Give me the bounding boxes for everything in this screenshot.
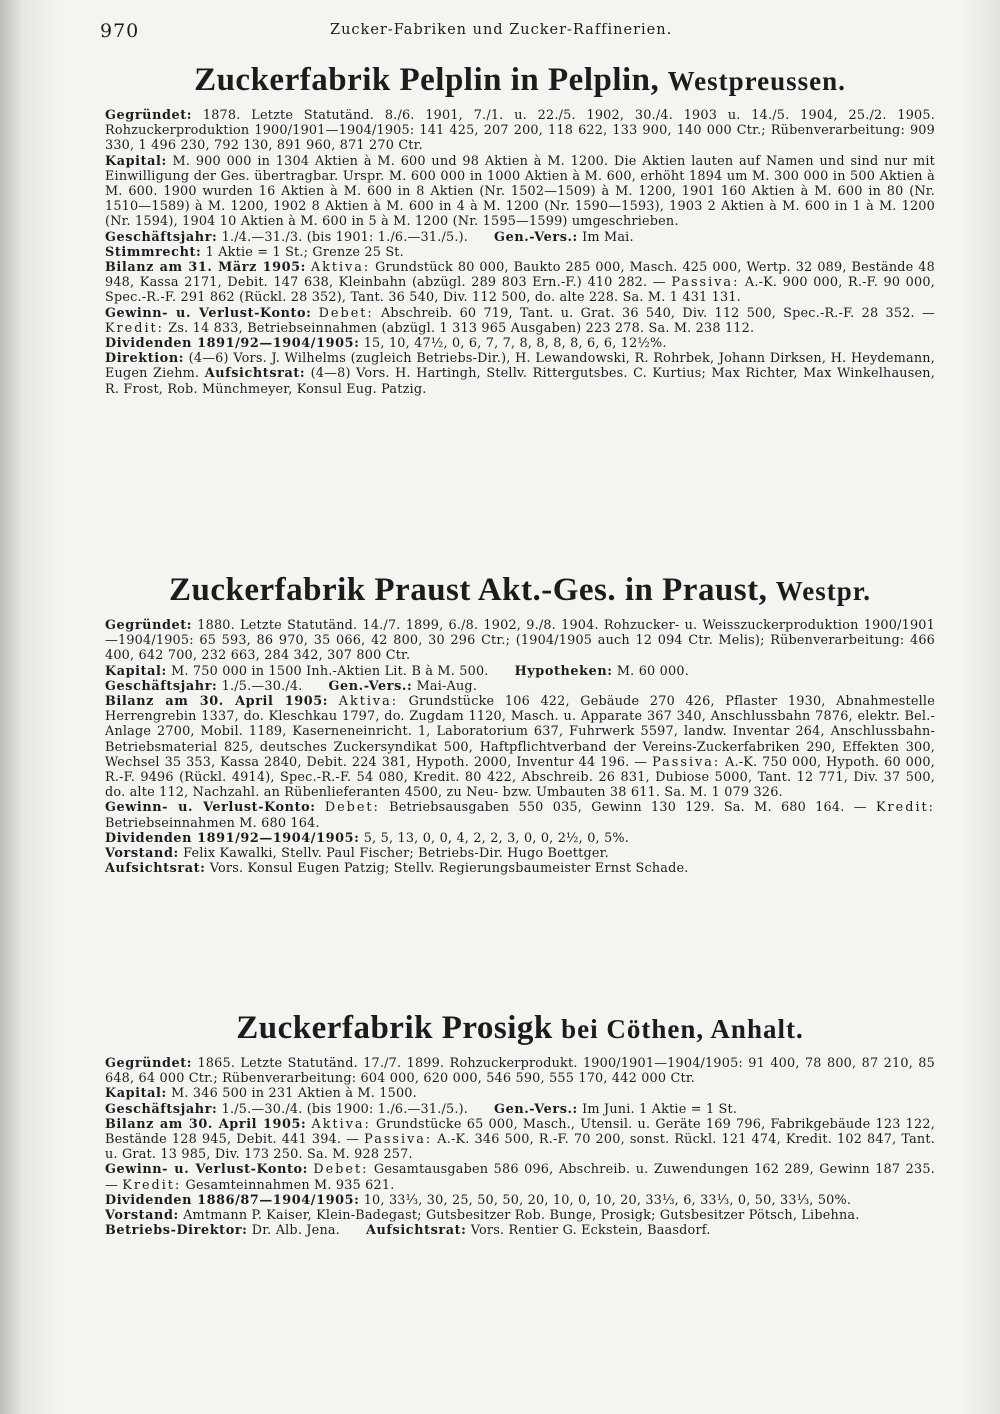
label: Gewinn- u. Verlust-Konto: xyxy=(105,800,316,816)
field-bilanz: Bilanz am 30. April 1905: Aktiva: Grundstücke 106 422, Gebäude 270 426, Pflaster 1930, Abnahmestelle Herrengrebin 1337, do. Kleschkau 1797, do. Zugdam 1120, Masch. u. Apparate 367 340, Anschlussbahn 7876, elektr. Bel.-Anlage 2700, Mobil. 1189, Kaserneneinricht. 1, Laboratorium 637, Fuhrwerk 5597, landw. Inventar 264, Anschlussbahn-Betriebsmaterial 825, deutsches Zuckersyndikat 500, Haftpflichtverband der Vereins-Zuckerfabriken 290, Effekten 300, Wechsel 35 353, Kassa 2840, Debit. 224 381, Hypoth. 2000, Inventur 44 196. — Passiva: A.-K. 750 000, Hypoth. 60 000, R.-F. 9496 (Rückl. 4914), Spec.-R.-F. 54 080, Kredit. 80 422, Abschreib. 26 831, Dubiose 5000, Tant. 12 771, Div. 37 500, do. alte 112, Nachzahl. an Rübenlieferanten 4500, zu Neu- bzw. Umbauten 38 611. Sa. M. 1 079 326. xyxy=(105,694,936,801)
field-kapital xyxy=(105,1086,935,1101)
value: 1880. Letzte Statutänd. 14./7. 1899, 6./8. 1902, 9./8. 1904. Rohzucker- u. Weisszuckerproduktion 1900/1901—1904/1905: 65 593, 86 970, 35 066, 42 800, 30 296 Ctr.; (1904/1905 auch 12 094 Ctr. Melis); Rübenverarbeitung: 466 400, 642 700, 232 663, 284 342, 307 800 Ctr. xyxy=(105,618,935,664)
field-aufsichtsrat xyxy=(105,861,935,876)
value: 1./5.—30./4. xyxy=(221,678,303,694)
label: Aufsichtsrat: xyxy=(204,366,306,382)
field-bilanz: Bilanz am 30. April 1905: Aktiva: Grundstücke 65 000, Masch., Utensil. u. Geräte 169 796, Fabrikgebäude 123 122, Bestände 128 945, Debit. 441 394. — Passiva: A.-K. 346 500, R.-F. 70 200, sonst. Rückl. 121 474, Kredit. 102 847, Tant. u. Grat. 13 985, Div. 173 250. Sa. M. 928 257. xyxy=(105,1116,935,1163)
aktiva-label: Aktiva: xyxy=(311,1116,371,1132)
label: Gewinn- u. Verlust-Konto: xyxy=(105,305,312,321)
aktiva-label: Aktiva: xyxy=(338,694,399,710)
label: Aufsichtsrat: xyxy=(366,1223,467,1239)
value: 1 Aktie = 1 St.; Grenze 25 St. xyxy=(205,244,404,260)
field-dividenden xyxy=(105,831,935,846)
value: 1./4.—31./3. (bis 1901: 1./6.—31./5.). xyxy=(221,229,469,245)
value: Vors. Konsul Eugen Patzig; Stellv. Regierungsbaumeister Ernst Schade. xyxy=(209,861,689,877)
field-gegruendet xyxy=(105,108,935,154)
entry-pelplin xyxy=(105,58,935,397)
value: 15, 10, 47½, 0, 6, 7, 7, 8, 8, 8, 8, 6, 6, 12½%. xyxy=(363,336,667,352)
aktiva: Grundstücke 106 422, Gebäude 270 426, Pflaster 1930, Abnahmestelle Herrengrebin 1337, do. Kleschkau 1797, do. Zugdam 1120, Masch. u. Apparate 367 340, Anschlussbahn 7876, elektr. Bel.-Anlage 2700, Mobil. 1189, Kaserneneinricht. 1, Laboratorium 637, Fuhrwerk 5597, landw. Inventar 264, Anschlussbahn-Betriebsmaterial 825, deutsches Zuckersyndikat 500, Haftpflichtverband der Vereins-Zuckerfabriken 290, Effekten 300, Wechsel 35 353, Kassa 2840, Debit. 224 381, Hypoth. 2000, Inventur 44 196. xyxy=(105,694,936,770)
passiva: A.-K. 900 000, R.-F. 90 000, Spec.-R.-F. 291 862 (Rückl. 28 352), Tant. 36 540, Div. 112 500, do. alte 228. Sa. M. 1 431 131. xyxy=(105,275,935,306)
value: Dr. Alb. Jena. xyxy=(251,1223,340,1239)
passiva: A.-K. 750 000, Hypoth. 60 000, R.-F. 9496 (Rückl. 4914), Spec.-R.-F. 54 080, Kredit. 80 422, Abschreib. 26 831, Dubiose 5000, Tant. 12 771, Div. 37 500, do. alte 112, Nachzahl. an Rübenlieferanten 4500, zu Neu- bzw. Umbauten 38 611. Sa. M. 1 079 326. xyxy=(105,754,935,801)
firm-name: Zuckerfabrik Pelplin in Pelplin, xyxy=(194,62,660,98)
field-geschaeftsjahr xyxy=(105,230,935,245)
label: Bilanz am 30. April 1905: xyxy=(105,1116,307,1132)
passiva-label: Passiva: xyxy=(364,1132,433,1148)
label: Stimmrecht: xyxy=(105,244,202,260)
label: Gen.-Vers.: xyxy=(328,678,413,694)
value: Im Juni. 1 Aktie = 1 St. xyxy=(582,1101,738,1117)
debet: Gesamtausgaben 586 096, Abschreib. u. Zuwendungen 162 289, Gewinn 187 235. xyxy=(373,1162,935,1178)
label: Vorstand: xyxy=(105,1208,179,1224)
field-betriebsdir xyxy=(105,1223,935,1238)
entry-title xyxy=(105,568,935,614)
label: Geschäftsjahr: xyxy=(105,678,218,694)
label: Dividenden 1886/87—1904/1905: xyxy=(105,1192,360,1208)
entry-title xyxy=(105,1006,935,1052)
aktiva: Grundstück 80 000, Baukto 285 000, Masch. 425 000, Wertp. 32 089, Bestände 48 948, Kassa 2171, Debit. 147 638, Kleinbahn (abzügl. 289 803 Ern.-F.) 410 282. xyxy=(105,260,935,291)
value: 1865. Letzte Statutänd. 17./7. 1899. Rohzuckerprodukt. 1900/1901—1904/1905: 91 400, 78 800, 87 210, 85 648, 64 000 Ctr.; Rübenverarbeitung: 604 000, 620 000, 546 590, 555 170, 442 000 Ctr. xyxy=(105,1056,935,1087)
field-stimmrecht xyxy=(105,245,935,260)
label: Betriebs-Direktor: xyxy=(105,1223,248,1239)
label: Bilanz am 31. März 1905: xyxy=(105,260,306,276)
page-number: 970 xyxy=(100,20,140,42)
firm-place: bei Cöthen, Anhalt. xyxy=(561,1014,804,1044)
entry-title xyxy=(105,58,935,104)
label: Bilanz am 30. April 1905: xyxy=(105,694,329,710)
field-geschaeftsjahr xyxy=(105,679,935,694)
value: 1878. Letzte Statutänd. 8./6. 1901, 7./1. u. 22./5. 1902, 30./4. 1903 u. 14./5. 1904, 25./2. 1905. Rohzuckerproduktion 1900/1901—1904/1905: 141 425, 207 200, 118 622, 133 900, 140 000 Ctr.; Rübenverarbeitung: 909 330, 1 496 230, 792 130, 891 960, 871 270 Ctr. xyxy=(105,108,935,154)
firm-place: Westpreussen. xyxy=(667,66,846,96)
debet-label: Debet: xyxy=(313,1162,369,1178)
label: Kapital: xyxy=(105,1086,167,1102)
passiva-label: Passiva: xyxy=(671,275,740,291)
label: Gen.-Vers.: xyxy=(494,229,578,245)
label: Gegründet: xyxy=(105,108,193,123)
debet: Abschreib. 60 719, Tant. u. Grat. 36 540, Div. 112 500, Spec.-R.-F. 28 352. xyxy=(380,305,915,321)
entry-praust xyxy=(105,568,935,876)
value: M. 346 500 in 231 Aktien à M. 1500. xyxy=(171,1086,417,1102)
field-vorstand xyxy=(105,846,935,861)
entry-prosigk xyxy=(105,1006,935,1238)
kredit: Betriebseinnahmen M. 680 164. xyxy=(105,815,320,831)
value: M. 900 000 in 1304 Aktien à M. 600 und 98 Aktien à M. 1200. Die Aktien lauten auf Namen und sind nur mit Einwilligung der Ges. übertragbar. Urspr. M. 600 000 in 1000 Aktien à M. 600, erhöht 1894 um M. 300 000 in 500 Aktien à M. 600. 1900 wurden 16 Aktien à M. 600 in 8 Aktien (Nr. 1502—1509) à M. 1200, 1901 160 Aktien à M. 600 in 80 (Nr. 1510—1589) à M. 1200, 1902 8 Aktien à M. 600 in 4 à M. 1200 (Nr. 1590—1593), 1903 2 Aktien à M. 600 in 1 à M. 1200 (Nr. 1594), 1904 10 Aktien à M. 600 in 5 à M. 1200 (Nr. 1595—1599) umgeschrieben. xyxy=(105,153,935,230)
value: (4—8) Vors. H. Hartingh, Stellv. Rittergutsbes. C. Kurtius; Max Richter, Max Winkelhausen, R. Frost, Rob. Münchmeyer, Konsul Eug. Patzig. xyxy=(105,366,935,397)
field-gegruendet xyxy=(105,618,935,664)
label: Aufsichtsrat: xyxy=(105,861,206,877)
debet-label: Debet: xyxy=(318,305,374,321)
value: (4—6) Vors. J. Wilhelms (zugleich Betriebs-Dir.), H. Lewandowski, R. Rohrbek, Johann Dirksen, H. Heydemann, Eugen Ziehm. xyxy=(105,351,935,382)
kredit-label: Kredit: xyxy=(122,1177,182,1193)
field-guv: Gewinn- u. Verlust-Konto: Debet: Betriebsausgaben 550 035, Gewinn 130 129. Sa. M. 680 164. — Kredit: Betriebseinnahmen M. 680 164. xyxy=(105,800,935,831)
value: 10, 33⅓, 30, 25, 50, 50, 20, 10, 0, 10, 20, 33⅓, 6, 33⅓, 0, 50, 33⅓, 50%. xyxy=(363,1192,852,1208)
firm-name: Zuckerfabrik Prosigk xyxy=(236,1010,553,1046)
aktiva-label: Aktiva: xyxy=(310,260,371,276)
debet: Betriebsausgaben 550 035, Gewinn 130 129. Sa. M. 680 164. xyxy=(389,800,845,816)
debet-label: Debet: xyxy=(324,800,380,816)
value: Felix Kawalki, Stellv. Paul Fischer; Betriebs-Dir. Hugo Boettger. xyxy=(183,846,609,862)
label: Gewinn- u. Verlust-Konto: xyxy=(105,1162,308,1178)
label: Vorstand: xyxy=(105,846,179,862)
field-direktion xyxy=(105,351,935,397)
field-dividenden xyxy=(105,336,935,351)
value: Im Mai. xyxy=(582,229,634,245)
field-vorstand xyxy=(105,1208,935,1223)
label: Direktion: xyxy=(105,351,185,367)
label: Dividenden 1891/92—1904/1905: xyxy=(105,336,360,352)
kredit-label: Kredit: xyxy=(105,320,164,336)
running-title: Zucker-Fabriken und Zucker-Raffinerien. xyxy=(330,22,673,38)
kredit-label: Kredit: xyxy=(876,800,935,816)
field-gegruendet xyxy=(105,1056,935,1086)
value: M. 750 000 in 1500 Inh.-Aktien Lit. B à M. 500. xyxy=(171,663,489,679)
field-guv: Gewinn- u. Verlust-Konto: Debet: Abschreib. 60 719, Tant. u. Grat. 36 540, Div. 112 500, Spec.-R.-F. 28 352. — Kredit: Zs. 14 833, Betriebseinnahmen (abzügl. 1 313 965 Ausgaben) 223 278. Sa. M. 238 112. xyxy=(105,305,935,336)
label: Kapital: xyxy=(105,663,167,679)
value: 5, 5, 13, 0, 0, 4, 2, 2, 3, 0, 0, 2½, 0, 5%. xyxy=(363,830,630,846)
firm-name: Zuckerfabrik Praust Akt.-Ges. in Praust, xyxy=(168,572,768,608)
label: Gegründet: xyxy=(105,1056,193,1071)
label: Hypotheken: xyxy=(514,663,613,679)
label: Dividenden 1891/92—1904/1905: xyxy=(105,830,360,846)
value: Mai-Aug. xyxy=(416,678,478,694)
field-kapital xyxy=(105,154,935,230)
label: Geschäftsjahr: xyxy=(105,229,218,245)
value: Vors. Rentier G. Eckstein, Baasdorf. xyxy=(470,1223,711,1239)
field-geschaeftsjahr xyxy=(105,1102,935,1117)
label: Gegründet: xyxy=(105,618,193,633)
label: Gen.-Vers.: xyxy=(494,1101,578,1117)
passiva-label: Passiva: xyxy=(652,754,721,770)
firm-place: Westpr. xyxy=(775,576,872,606)
label: Kapital: xyxy=(105,153,167,169)
kredit: Gesamteinnahmen M. 935 621. xyxy=(185,1177,395,1193)
value: Amtmann P. Kaiser, Klein-Badegast; Gutsbesitzer Rob. Bunge, Prosigk; Gutsbesitzer Pötsch, Libehna. xyxy=(183,1208,860,1224)
value: 1./5.—30./4. (bis 1900: 1./6.—31./5.). xyxy=(221,1101,469,1117)
kredit: Zs. 14 833, Betriebseinnahmen (abzügl. 1 313 965 Ausgaben) 223 278. Sa. M. 238 112. xyxy=(168,320,755,336)
field-guv: Gewinn- u. Verlust-Konto: Debet: Gesamtausgaben 586 096, Abschreib. u. Zuwendungen 162 289, Gewinn 187 235. — Kredit: Gesamteinnahmen M. 935 621. xyxy=(105,1162,935,1193)
field-bilanz: Bilanz am 31. März 1905: Aktiva: Grundstück 80 000, Baukto 285 000, Masch. 425 000, Wertp. 32 089, Bestände 48 948, Kassa 2171, Debit. 147 638, Kleinbahn (abzügl. 289 803 Ern.-F.) 410 282. — Passiva: A.-K. 900 000, R.-F. 90 000, Spec.-R.-F. 291 862 (Rückl. 28 352), Tant. 36 540, Div. 112 500, do. alte 228. Sa. M. 1 431 131. xyxy=(105,260,935,306)
aktiva: Grundstücke 65 000, Masch., Utensil. u. Geräte 169 796, Fabrikgebäude 123 122, Bestände 128 945, Debit. 441 394. xyxy=(105,1116,935,1148)
running-head xyxy=(100,18,940,48)
field-dividenden xyxy=(105,1193,935,1208)
field-kapital xyxy=(105,664,935,679)
passiva: A.-K. 346 500, R.-F. 70 200, sonst. Rückl. 121 474, Kredit. 102 847, Tant. u. Grat. 13 985, Div. 173 250. Sa. M. 928 257. xyxy=(105,1132,935,1163)
label: Geschäftsjahr: xyxy=(105,1101,218,1117)
value: M. 60 000. xyxy=(616,663,689,679)
